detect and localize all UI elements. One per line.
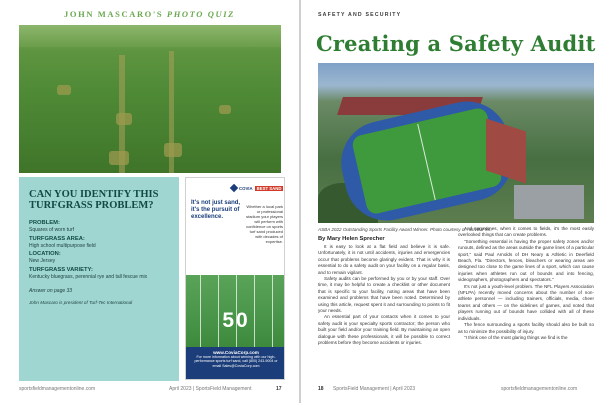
article-paragraph: The fence surrounding a sports facility should also be built so as to minimize the possibility of injury. <box>458 322 594 334</box>
right-page-number <box>318 386 324 392</box>
worn-square <box>116 113 132 125</box>
quiz-header-prefix: JOHN MASCARO'S <box>64 9 164 19</box>
quiz-field <box>29 236 169 250</box>
quiz-field-label: PROBLEM: <box>29 220 60 226</box>
photo-far-field <box>19 25 281 47</box>
article-column-2 <box>458 226 594 384</box>
right-folio-website[interactable]: sportsfieldmanagementonline.com <box>501 386 578 392</box>
article-byline: By Mary Helen Sprecher <box>318 236 385 242</box>
ad-logo <box>231 185 283 191</box>
worn-square <box>164 143 182 157</box>
quiz-field-value: Kentucky bluegrass, perennial rye and tall fescue mix <box>29 273 148 280</box>
ad-logo-brand: BEST SAND <box>256 185 282 191</box>
ad-field-number: 50 <box>222 309 250 332</box>
right-page-number-value: 18 <box>318 386 324 392</box>
ad-logo-company: COVIA <box>239 185 253 191</box>
left-page-number-value: 17 <box>276 386 282 392</box>
quiz-field-label: TURFGRASS AREA: <box>29 235 85 242</box>
worn-square <box>219 105 231 114</box>
right-page <box>301 0 600 403</box>
article-paragraph: Safety audits can be performed by you or by your staff. Over time, it may be helpful to create a checklist or other document that is specific to your facility, noting areas that have been examined and problems that have been noted. Determined by using this article, request spent it and surrounding to points to fit your needs. <box>318 276 450 314</box>
section-label: SAFETY AND SECURITY <box>318 12 402 18</box>
quiz-box <box>19 177 179 381</box>
quiz-field-label: LOCATION: <box>29 251 61 257</box>
ad-contact-text: For more information about winning with our high-performance sports turf sand, call (800) 243-9004 or email Sales@CoviaCorp.com <box>194 355 278 368</box>
quiz-title: CAN YOU IDENTIFY THIS TURFGRASS PROBLEM? <box>29 189 159 211</box>
quiz-field-value: Squares of worn turf <box>29 227 75 233</box>
worn-square <box>57 85 71 95</box>
article-paragraph: "Something essential is having the proper safety zones and/or runouts, defined as the areas outside the game lines of a particular sport," said Paul Arnolds of DH Neary & Athletic in Deerfield Beach, Fla. "Directors, fences, bleachers or wearing areas are designed too close to the game lines of a sport, which can cause injuries when athletes run out of bounds and into fencing, videographers, photographers and spectators." <box>458 238 594 283</box>
ad-url-link[interactable]: www.CoviaCorp.com <box>213 350 259 355</box>
left-page <box>0 0 299 403</box>
left-folio-issue: April 2023 | SportsField Management <box>169 386 252 392</box>
stadium-aerial-photo <box>318 63 594 223</box>
quiz-field <box>29 251 169 265</box>
covia-logo-icon <box>230 184 238 192</box>
ad-copy: Whether a local park or professional stadium your players will perform with confidence on sports turf sand produced with decades of expertise. <box>246 204 283 244</box>
quiz-field-value: High school multipurpose field <box>29 242 96 249</box>
article-paragraph: And sometimes, when it comes to fields, it's the most easily overlooked things that can create problems. <box>458 226 594 238</box>
left-page-number <box>276 386 282 392</box>
ad-football-field-image <box>186 275 285 347</box>
quiz-field <box>29 267 169 281</box>
left-folio-website[interactable]: sportsfieldmanagementonline.com <box>19 386 96 392</box>
quiz-header-emphasis: PHOTO QUIZ <box>166 9 235 19</box>
article-paragraph: "I think one of the most glaring things we find is the <box>464 334 568 340</box>
quiz-field-label: TURFGRASS VARIETY: <box>29 266 93 273</box>
photo-parking-lot <box>514 185 584 219</box>
quiz-answer-note: Answer on page 33 <box>29 288 73 294</box>
article-paragraph: It is easy to look at a flat field and believe it is safe. Unfortunately, it is not until accidents, injuries and emergencies occur that problems become glaringly evident. That is why it is essential to do a safety audit on your facility on a regular basis, and to remain vigilant. <box>318 244 450 275</box>
ad-headline: It's not just sand, it's the pursuit of excellence. <box>191 200 241 221</box>
article-column-1 <box>318 244 450 384</box>
ad-footer <box>186 347 285 380</box>
photo-caption: ASBA 2022 Outstanding Sports Facility Award Winner. Photo courtesy of ActivBal Inc. <box>318 227 493 232</box>
quiz-author-note: John Mascaro is president of Turf-Tec International <box>29 300 133 305</box>
quiz-field <box>29 220 169 234</box>
turfgrass-photo <box>19 25 281 173</box>
covia-advertisement[interactable] <box>185 177 285 380</box>
article-paragraph: An essential part of your contacts when it comes to your safety audit is your specialty sports contractor; the person who built your field and/or your training field. By maintaining an open dialogue with these professionals, it will be possible to correct problems before they become accidents or injuries. <box>318 314 450 346</box>
article-paragraph: It's not just a youth-level problem. The NFL Players Association (NFLPA) recently moved concerns about the number of non-athlete personnel — including trainers, officials, media, cheer teams and others — on the sidelines of games, and noted that players running out of bounds have collided with all of these individuals. <box>458 283 594 321</box>
quiz-field-value: New Jersey <box>29 258 56 264</box>
article-title: Creating a Safety Audit <box>316 31 596 56</box>
quiz-header <box>0 9 299 19</box>
right-folio-issue: SportsField Management | April 2023 <box>333 386 416 392</box>
worn-square <box>109 151 129 165</box>
